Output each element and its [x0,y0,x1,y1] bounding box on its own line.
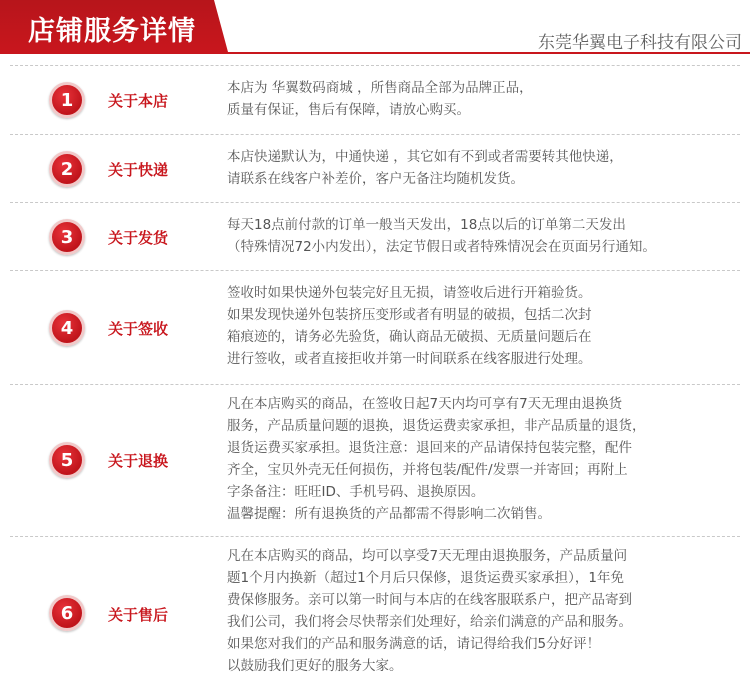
text-line: 签收时如果快递外包装完好且无损，请签收后进行开箱验货。 [227,285,592,301]
section-text [227,545,727,677]
section-title: 关于售后 [108,606,169,624]
text-line: 如果您对我们的产品和服务满意的话，请记得给我们5分好评！ [227,636,601,652]
text-line: 齐全，宝贝外壳无任何损伤，并将包装/配件/发票一并寄回；再附上 [227,462,628,478]
text-line: 题1个月内换新（超过1个月后只保修，退货运费买家承担），1年免 [227,570,625,586]
text-line: 服务，产品质量问题的退换，退货运费卖家承担，非产品质量的退货， [227,418,646,434]
section-text [227,77,727,121]
text-line: 凡在本店购买的商品，在签收日起7天内均可享有7天无理由退换货 [227,396,623,412]
text-line: 以鼓励我们更好的服务大家。 [227,658,403,674]
section-text [227,393,727,525]
text-line: 本店快递默认为，中通快递 ，其它如有不到或者需要转其他快递， [227,149,623,165]
section-text [227,146,727,190]
section-title: 关于签收 [108,320,169,338]
text-line: 质量有保证，售后有保障，请放心购买。 [227,102,470,118]
section-returns [0,384,750,536]
section-about-store [0,65,750,134]
section-receipt [0,270,750,384]
text-line: 本店为 华翼数码商城 ，所售商品全部为品牌正品， [227,80,533,96]
text-line: 退货运费买家承担。退货注意：退回来的产品请保持包装完整，配件 [227,440,632,456]
number-badge: 2 [49,151,85,187]
header-bar [0,0,750,54]
text-line: 进行签收，或者直接拒收并第一时间联系在线客服进行处理。 [227,351,592,367]
text-line: （特殊情况72小内发出），法定节假日或者特殊情况会在页面另行通知。 [227,239,656,255]
text-line: 温馨提醒：所有退换货的产品都需不得影响二次销售。 [227,506,551,522]
section-title: 关于退换 [108,452,169,470]
text-line: 箱痕迹的，请务必先验货，确认商品无破损、无质量问题后在 [227,329,592,345]
text-line: 每天18点前付款的订单一般当天发出，18点以后的订单第二天发出 [227,217,626,233]
section-after-sales [0,536,750,689]
section-dispatch [0,202,750,270]
section-title: 关于本店 [108,92,169,110]
text-line: 凡在本店购买的商品，均可以享受7天无理由退换服务，产品质量问 [227,548,628,564]
section-shipping [0,134,750,202]
number-badge: 4 [49,310,85,346]
section-text [227,214,727,258]
text-line: 费保修服务。亲可以第一时间与本店的在线客服联系户，把产品寄到 [227,592,632,608]
company-name: 东莞华翼电子科技有限公司 [538,33,742,53]
text-line: 我们公司，我们将会尽快帮亲们处理好，给亲们满意的产品和服务。 [227,614,632,630]
section-title: 关于快递 [108,161,169,179]
page-title: 店铺服务详情 [28,16,196,47]
number-badge: 5 [49,442,85,478]
number-badge: 3 [49,219,85,255]
number-badge: 1 [49,82,85,118]
number-badge: 6 [49,595,85,631]
text-line: 如果发现快递外包装挤压变形或者有明显的破损，包括二次封 [227,307,592,323]
section-title: 关于发货 [108,229,169,247]
text-line: 字条备注：旺旺ID、手机号码、退换原因。 [227,484,485,500]
section-text [227,282,727,370]
text-line: 请联系在线客户补差价，客户无备注均随机发货。 [227,171,524,187]
